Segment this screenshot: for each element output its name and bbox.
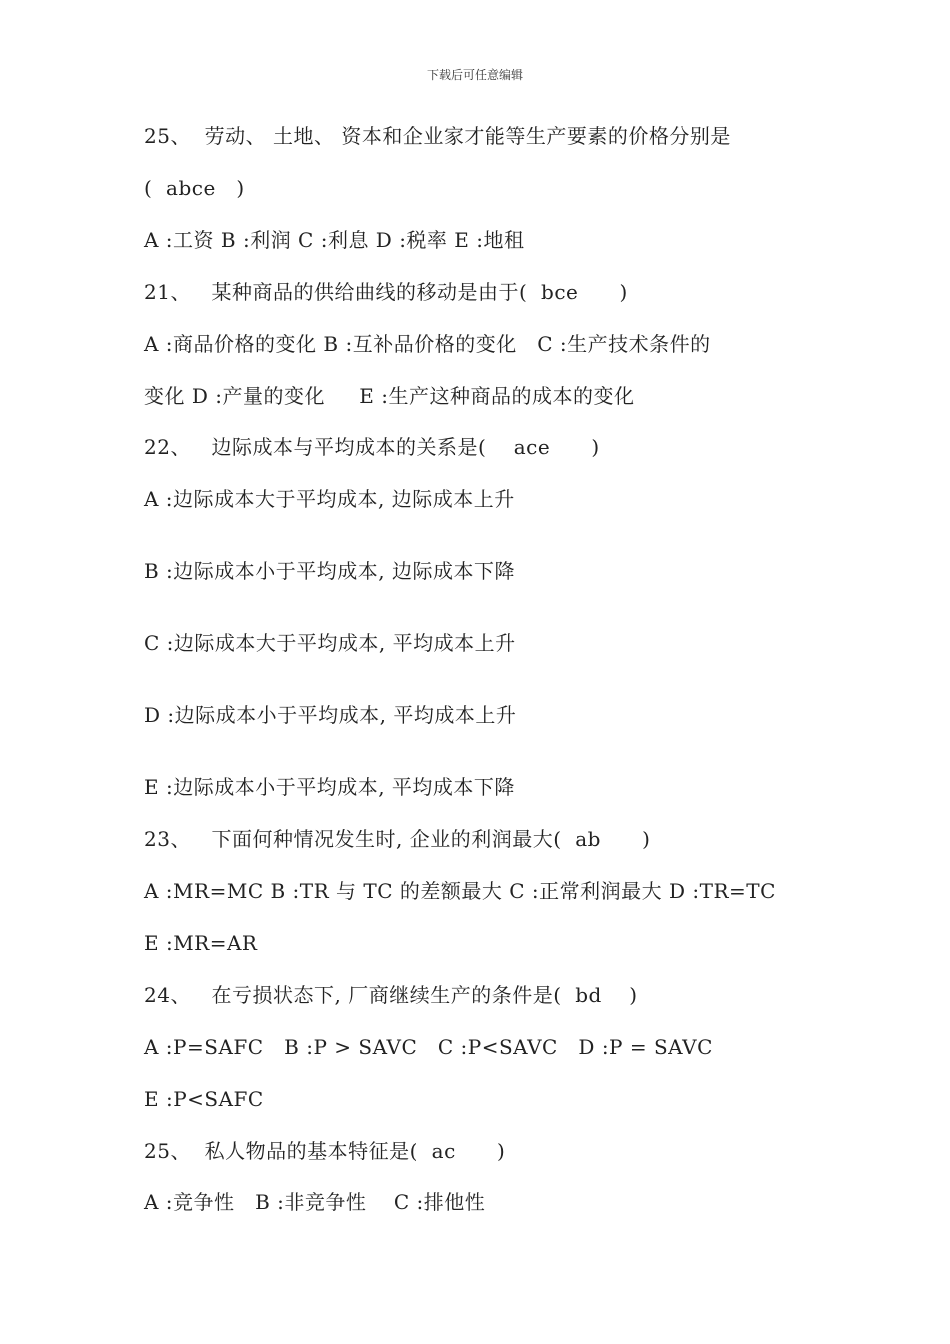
question-22-text: 22、 边际成本与平均成本的关系是( ace ) [144, 435, 600, 459]
question-22-option-e: E :边际成本小于平均成本, 平均成本下降 [144, 775, 515, 799]
question-25-options: A :工资 B :利润 C :利息 D :税率 E :地租 [144, 228, 525, 252]
question-23-text: 23、 下面何种情况发生时, 企业的利润最大( ab ) [144, 827, 651, 851]
question-21-options-line-2: 变化 D :产量的变化 E :生产这种商品的成本的变化 [144, 384, 635, 408]
question-24-option-e: E :P<SAFC [144, 1087, 264, 1111]
question-24-options: A :P=SAFC B :P > SAVC C :P<SAVC D :P = SAVC [144, 1035, 713, 1059]
question-22-option-a: A :边际成本大于平均成本, 边际成本上升 [144, 487, 515, 511]
question-25-private-goods: 25、 私人物品的基本特征是( ac ) [144, 1139, 506, 1163]
question-25-labor-prices: 25、 劳动、 土地、 资本和企业家才能等生产要素的价格分别是 [144, 124, 731, 148]
question-21-options-line-1: A :商品价格的变化 B :互补品价格的变化 C :生产技术条件的 [144, 332, 711, 356]
question-21-text: 21、 某种商品的供给曲线的移动是由于( bce ) [144, 280, 628, 304]
question-25-answer: ( abce ) [144, 176, 245, 200]
question-24-text: 24、 在亏损状态下, 厂商继续生产的条件是( bd ) [144, 983, 638, 1007]
question-23-option-e: E :MR=AR [144, 931, 258, 955]
question-22-option-c: C :边际成本大于平均成本, 平均成本上升 [144, 631, 516, 655]
page-header: 下载后可任意编辑 [426, 68, 523, 82]
question-25-private-goods-options: A :竞争性 B :非竞争性 C :排他性 [144, 1190, 486, 1214]
question-22-option-d: D :边际成本小于平均成本, 平均成本上升 [144, 703, 517, 727]
question-23-options: A :MR=MC B :TR 与 TC 的差额最大 C :正常利润最大 D :TR=TC [144, 879, 776, 903]
question-22-option-b: B :边际成本小于平均成本, 边际成本下降 [144, 559, 516, 583]
